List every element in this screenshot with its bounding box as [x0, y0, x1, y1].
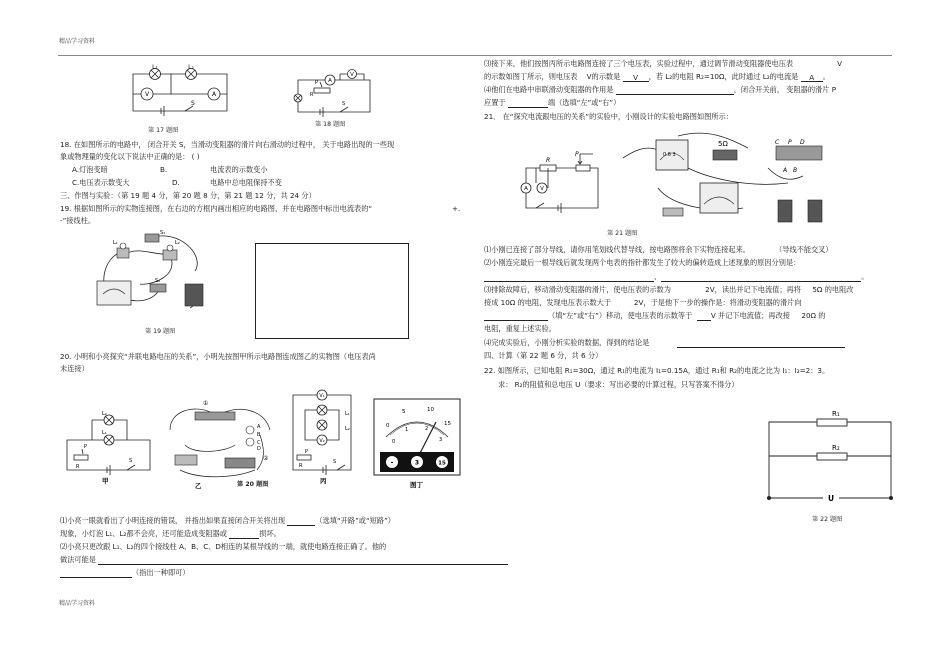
q20-part1-a: ⑴小亮一眼就看出了小明连接的错误， 并指出如果直接闭合开关将出现 （选填“开路”或“短路”）: [60, 516, 395, 525]
fig20-caption: 第 20 题图: [237, 481, 269, 488]
q20-blank-current[interactable]: A: [801, 73, 823, 82]
fig21-voltmeter-label: V: [540, 186, 544, 192]
header-rule: [58, 55, 892, 56]
meter-tick-10: 10: [427, 407, 434, 413]
fig21-b-label: B: [793, 167, 798, 174]
fig19-caption: 第 19 题图: [145, 328, 176, 335]
meter-inner-3: 3: [439, 437, 443, 443]
fig22-circuit: [765, 402, 895, 512]
q19-line2: -”接线柱。: [60, 216, 96, 225]
q21-blank-direction[interactable]: [484, 312, 548, 321]
q21-blank-reason-2[interactable]: [661, 273, 861, 282]
fig20-yi-b-label: B: [257, 432, 261, 438]
q21-blank-reason-1[interactable]: [484, 273, 654, 282]
q21-line1: 21． 在“探究电流跟电压的关系”的实验中，小刚设计的实验电路图如图所示：: [484, 112, 733, 121]
fig17-label-l2: L₂: [188, 64, 194, 71]
fig17-voltmeter-label: V: [144, 91, 150, 98]
fig20-bing-p-label: P: [305, 449, 309, 455]
q21-part4: ⑷完成实验后，小刚分析实验的数据，得到的结论是: [484, 338, 845, 348]
fig20-bing-s-label: S: [333, 459, 337, 465]
q18-option-d: D.: [172, 178, 180, 187]
fig21-circuit-diagram: [518, 148, 608, 220]
fig20-jia-l1-label: L₁: [102, 430, 107, 436]
q20-part2-a: ⑵小亮只更改跟 L₁、L₂的四个接线柱 A、B、C、D相连的某根导线的一端，就使电路连接正确了。他的: [60, 542, 387, 551]
fig18-r-label: R: [310, 92, 314, 98]
q20-blank-circuit-state[interactable]: [287, 517, 315, 526]
fig20-jia-l2-label: L₂: [102, 411, 107, 417]
fig20-ding-meter: [372, 397, 464, 489]
fig18-ammeter-label: A: [328, 78, 332, 84]
fig20-jia-p-label: P: [84, 444, 88, 450]
fig21-c-label: C: [775, 139, 780, 146]
q20-blank-method-2[interactable]: [60, 569, 132, 578]
q20-blank-damaged[interactable]: [229, 530, 259, 539]
q18-line2: 象或物理量的变化以下说法中正确的是： ( ): [60, 152, 200, 161]
q21-part3-a: ⑶排除故障后，移动滑动变阻器的滑片，使电压表的示数为 2V，读出并记下电流值；再将 5Ω 的电阻改: [484, 285, 854, 294]
q18-line1: 18. 在如图所示的电路中， 闭合开关 S，当滑动变阻器的滑片向右滑动的过程中， 关于电路出现的一些现: [60, 140, 395, 149]
section4-heading: 四、计算（第 22 题 6 分，共 6 分）: [484, 351, 603, 360]
fig20-bing-l2-label: L₂: [345, 426, 350, 432]
meter-tick-0: 0: [386, 423, 390, 429]
fig19-l2-label: L₂: [175, 240, 180, 246]
fig20-yi-label: 乙: [195, 482, 202, 490]
fig19-physical-circuit: [95, 226, 220, 324]
q20-blank-voltage[interactable]: V: [623, 73, 649, 82]
q21-part2: ⑵小刚连完最后一根导线后就发现两个电表的指针都发生了较大的偏转造成上述现象的原因分别是：: [484, 258, 801, 267]
fig17-label-l1: L₁: [152, 64, 158, 71]
fig17-switch-label: S: [191, 100, 195, 107]
fig21-d-label: D: [800, 139, 805, 146]
fig20-bing-v2-label: V₂: [319, 438, 325, 444]
fig20-yi-a-label: A: [257, 424, 261, 430]
fig22-r2-label: R₂: [832, 444, 840, 452]
fig20-yi-circle2: ②: [263, 455, 269, 462]
q20-line2: 未连接）: [60, 364, 89, 373]
q20-part3-b: 的示数如图丁所示，则电压表 V的示数是 V ，若 L₂的电阻 R₂=10Ω，此时通过 L₂的电流是 A 。: [484, 72, 830, 82]
header-text: 精品学习资料: [59, 38, 96, 45]
q20-part2-c: （指出一种即可）: [60, 568, 190, 578]
q20-part3-a: ⑶接下来，他们按图丙所示电路图连接了三个电压表，实验过程中，通过调节滑动变阻器使电压表 V: [484, 59, 842, 68]
fig21-caption: 第 21 题图: [607, 230, 638, 237]
fig18-caption: 第 18 题图: [315, 121, 346, 128]
fig20-jia-s-label: S: [129, 458, 133, 464]
fig18-voltmeter-label: V: [350, 72, 354, 78]
fig20-jia-label: 甲: [102, 477, 109, 485]
q19-line1: 19. 根据如图所示的实物连接图，在右边的方框内画出相应的电路图，并在电路图中标出电流表的“: [60, 204, 373, 213]
q20-blank-rheostat-role[interactable]: [616, 86, 734, 95]
fig22-u-label: U: [827, 494, 835, 503]
fig18-p-label: P: [315, 80, 319, 86]
q18-option-b: B.: [160, 165, 168, 174]
q21-part3-b: 接成 10Ω 的电阻，发现电压表示数大于 2V，于是他下一步的操作是：将滑动变阻器的滑片向: [484, 298, 802, 307]
q21-part3-c: （填“左”或“右”）移动，使电压表的示数等于 V 并记下电流值；再改接 20Ω 的: [484, 311, 826, 321]
fig21-resistor-label: 5Ω: [718, 140, 728, 148]
q19-plus-terminal: +.: [452, 204, 461, 213]
fig20-yi-c-label: C: [257, 440, 261, 446]
q21-part3-d: 电阻，重复上述实验。: [484, 324, 556, 333]
meter-tick-5: 5: [402, 409, 406, 415]
q22-line1: 22. 如图所示，已知电阻 R₁=30Ω，通过 R₁的电流为 I₁=0.15A，通过 R₁和 R₂的电流之比为 I₁：I₂=2：3。: [484, 366, 830, 375]
fig21-a-slider-label: A: [783, 167, 788, 174]
meter-tick-15: 15: [444, 421, 451, 427]
fig20-jia-circuit: [62, 410, 157, 485]
meter-terminal-3: 3: [414, 459, 420, 467]
fig22-r1-label: R₁: [832, 410, 840, 418]
q20-blank-method[interactable]: [98, 556, 508, 565]
q18-option-c: C.电压表示数变大: [72, 178, 130, 187]
fig21-physical-setup: [618, 128, 838, 226]
meter-terminal-neg: -: [390, 458, 394, 467]
fig20-bing-v1-label: V₁: [319, 393, 325, 399]
meter-inner-0: 0: [392, 439, 396, 445]
meter-inner-1: 1: [405, 427, 409, 433]
fig20-bing-r-label: R: [299, 463, 303, 469]
fig20-yi-circle1: ①: [203, 400, 209, 407]
fig21-ammeter-label: A: [524, 186, 528, 192]
fig19-s2-label: S₂: [155, 278, 161, 284]
fig19-s1-label: S₁: [160, 230, 166, 236]
fig20-yi-d-label: D: [257, 446, 261, 452]
q18-option-a: A.灯泡变暗: [72, 165, 108, 174]
section3-heading: 三、作图与实验：（第 19 题 4 分，第 20 题 8 分，第 21 题 12 分，共 24 分）: [60, 191, 316, 200]
fig20-ding-label: 图丁: [410, 481, 423, 489]
meter-inner-2: 2: [425, 426, 429, 432]
fig19-l1-label: L₁: [113, 240, 118, 246]
q22-line2: 求： R₂的阻值和总电压 U（要求：写出必要的计算过程，只写答案不得分）: [498, 380, 739, 389]
fig20-jia-r-label: R: [76, 464, 80, 470]
footer-text: 精品学习资料: [59, 600, 96, 607]
q20-line1: 20. 小明和小亮探究“并联电路电压的关系”，小明先按图甲所示电路图连成图乙的实物图（电压表尚: [60, 352, 376, 361]
fig20-bing-label: 丙: [320, 477, 327, 485]
fig21-p-slider-label: P: [788, 139, 792, 146]
q21-part2-blanks: 、 。: [484, 272, 868, 282]
q18-option-d-text: 电路中总电阻保持不变: [210, 178, 282, 187]
fig17-caption: 第 17 题图: [148, 127, 179, 134]
fig20-bing-l1-label: L₁: [345, 411, 350, 417]
fig18-s-label: S: [342, 101, 346, 107]
fig22-caption: 第 22 题图: [812, 516, 843, 523]
fig20-bing-circuit: [285, 385, 360, 485]
fig18-circuit: [290, 70, 380, 120]
q20-part4-b: 应置于 端（选填“左”或“右”）: [484, 98, 621, 107]
q20-part1-b: 现象，小灯泡 L₁、L₂都不会亮，还可能造成变阻器或 损坏。: [60, 529, 281, 538]
q19-answer-box[interactable]: [255, 243, 409, 339]
fig21-r-label: R: [546, 157, 551, 164]
meter-terminal-15: 15: [438, 460, 446, 467]
fig20-yi-physical: [165, 400, 280, 490]
q21-blank-conclusion[interactable]: [677, 339, 845, 348]
q20-part2-b: 做法可能是: [60, 555, 508, 565]
q20-blank-slider-end[interactable]: [508, 99, 548, 108]
q21-part1: ⑴小刚已连接了部分导线，请你用笔划线代替导线，按电路图将余下实物连接起来。 （导线不能交叉）: [484, 245, 833, 254]
fig21-ammeter-scale: 0.6 3: [663, 152, 676, 158]
q18-option-b-text: 电流表的示数变小: [210, 165, 268, 174]
fig17-circuit: [125, 66, 235, 124]
fig17-ammeter-label: A: [211, 91, 217, 98]
q20-part4-a: ⑷他们在电路中串联滑动变阻器的作用是 ，闭合开关前， 变阻器的滑片 P: [484, 85, 837, 94]
q21-blank-voltage[interactable]: [697, 312, 711, 321]
fig21-p-label: P: [575, 151, 579, 158]
